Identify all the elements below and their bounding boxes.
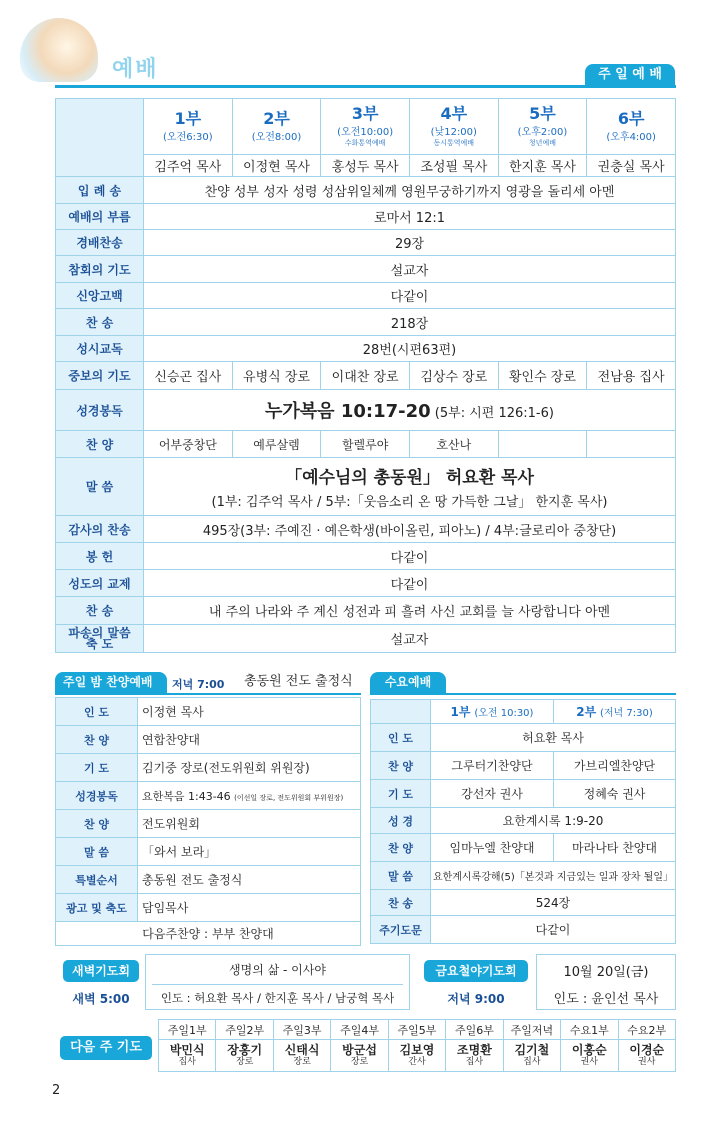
row-value: 218장	[144, 309, 676, 336]
next-svc: 수요1부	[561, 1020, 618, 1040]
next-person: 조명환 집사	[446, 1040, 503, 1072]
row-value: 29장	[144, 230, 676, 256]
row-value: 찬양 성부 성자 성령 성삼위일체께 영원무궁하기까지 영광을 돌리세 아멘	[144, 177, 676, 204]
next-svc: 수요2부	[618, 1020, 676, 1040]
friday-prayer-leader: 인도 : 윤인선 목사	[553, 992, 659, 1007]
choir-name: 예루살렘	[232, 431, 321, 458]
row-label: 성시교독	[56, 336, 144, 362]
corner-cell	[56, 99, 144, 177]
row-label: 봉 헌	[56, 543, 144, 570]
choir-name: 어부중창단	[144, 431, 233, 458]
header-divider	[55, 85, 676, 88]
row-value: 마라나타 찬양대	[554, 834, 676, 862]
row-label: 찬 양	[56, 726, 138, 754]
row-value: 총동원 전도 출정식	[138, 866, 361, 894]
next-person: 신태식 장로	[273, 1040, 330, 1072]
row-label: 특별순서	[56, 866, 138, 894]
row-value: 임마누엘 찬양대	[431, 834, 554, 862]
row-label: 성 경	[371, 808, 431, 834]
row-label: 중보의 기도	[56, 362, 144, 390]
section-title: 예배	[112, 57, 159, 82]
row-label: 성도의 교제	[56, 570, 144, 597]
service-header-5: 5부 (오후2:00) 청년예배	[498, 99, 587, 155]
row-value: 「와서 보라」	[138, 838, 361, 866]
row-value: 28번(시편63편)	[144, 336, 676, 362]
sermon-cell	[144, 458, 676, 516]
row-label: 찬 양	[56, 810, 138, 838]
row-value: 설교자	[144, 256, 676, 283]
choir-name: 할렐루야	[321, 431, 410, 458]
row-label: 감사의 찬송	[56, 516, 144, 543]
row-label: 말 씀	[56, 458, 144, 516]
praying-hands-image	[20, 18, 98, 82]
wednesday-service-tab: 수요예배	[370, 672, 446, 693]
wednesday-table	[370, 699, 676, 944]
row-value: 다같이	[431, 916, 676, 944]
evening-divider	[55, 693, 361, 695]
friday-prayer-date: 10월 20일(금)	[563, 965, 649, 980]
row-label: 파송의 말씀 축 도	[56, 625, 144, 653]
intercessor: 전남용 집사	[587, 362, 676, 390]
choir-name	[498, 431, 587, 458]
pastor-5: 한지훈 목사	[498, 155, 587, 177]
row-label: 말 씀	[56, 838, 138, 866]
reading-cell	[144, 390, 676, 431]
friday-prayer-tab: 금요철야기도회	[424, 960, 528, 982]
row-label: 찬 양	[371, 834, 431, 862]
row-label: 기 도	[56, 754, 138, 782]
pastor-1: 김주억 목사	[144, 155, 233, 177]
service-header-6: 6부 (오후4:00)	[587, 99, 676, 155]
sunday-service-tag: 주 일 예 배	[585, 64, 675, 86]
row-value: 허요환 목사	[431, 724, 676, 752]
wed-header-1: 1부 (오전 10:30)	[431, 700, 554, 724]
next-person: 장홍기 장로	[216, 1040, 273, 1072]
sunday-service-table	[55, 98, 676, 653]
row-label: 경배찬송	[56, 230, 144, 256]
next-person: 김기철 집사	[503, 1040, 560, 1072]
row-label: 주기도문	[371, 916, 431, 944]
next-svc: 주일4부	[331, 1020, 388, 1040]
corner-cell	[371, 700, 431, 724]
row-label: 찬 양	[56, 431, 144, 458]
row-label: 인 도	[371, 724, 431, 752]
row-label: 찬 송	[56, 597, 144, 625]
row-label: 기 도	[371, 780, 431, 808]
row-value: 강선자 권사	[431, 780, 554, 808]
page-number: 2	[52, 1083, 61, 1098]
row-value: 495장(3부: 주예진 · 예은학생(바이올린, 피아노) / 4부:글로리아 중창단)	[144, 516, 676, 543]
next-svc: 주일2부	[216, 1020, 273, 1040]
row-value: 요한계시록 1:9-20	[431, 808, 676, 834]
intercessor: 김상수 장로	[409, 362, 498, 390]
row-value: 연합찬양대	[138, 726, 361, 754]
next-person: 이경순 권사	[618, 1040, 676, 1072]
next-person: 이홍순 권사	[561, 1040, 618, 1072]
dawn-prayer-box	[145, 954, 410, 1010]
row-label: 성경봉독	[56, 390, 144, 431]
next-svc: 주일1부	[159, 1020, 216, 1040]
row-label: 참회의 기도	[56, 256, 144, 283]
row-label: 찬 송	[56, 309, 144, 336]
friday-prayer-box	[536, 954, 676, 1010]
next-choir: 다음주찬양 : 부부 찬양대	[56, 922, 361, 946]
row-label: 인 도	[56, 698, 138, 726]
next-person: 김보영 간사	[388, 1040, 445, 1072]
row-label: 예배의 부름	[56, 204, 144, 230]
row-label: 입 례 송	[56, 177, 144, 204]
friday-prayer-time: 저녁 9:00	[447, 992, 505, 1006]
row-value: 설교자	[144, 625, 676, 653]
dawn-prayer-time: 새벽 5:00	[72, 992, 130, 1006]
next-person: 박민식 집사	[159, 1040, 216, 1072]
row-label: 찬 양	[371, 752, 431, 780]
row-value: 담임목사	[138, 894, 361, 922]
next-week-prayer-tab: 다음 주 기도	[60, 1036, 152, 1060]
evening-note: 총동원 전도 출정식	[244, 674, 353, 689]
row-label: 광고 및 축도	[56, 894, 138, 922]
sermon-note: (1부: 김주억 목사 / 5부:「웃음소리 온 땅 가득한 그날」 한지훈 목사)	[211, 495, 608, 510]
wednesday-divider	[370, 693, 676, 695]
service-header-3: 3부 (오전10:00) 수화통역예배	[321, 99, 410, 155]
next-svc: 주일6부	[446, 1020, 503, 1040]
row-label: 찬 송	[371, 890, 431, 916]
evening-time: 저녁 7:00	[172, 678, 225, 691]
pastor-4: 조성필 목사	[409, 155, 498, 177]
evening-service-tab: 주일 밤 찬양예배	[55, 672, 167, 693]
pastor-3: 홍성두 목사	[321, 155, 410, 177]
row-value: 요한계시록강해(5)「본것과 지금있는 일과 장차 될일」	[431, 862, 676, 890]
evening-table	[55, 697, 361, 946]
service-header-4: 4부 (낮12:00) 동시통역예배	[409, 99, 498, 155]
dawn-prayer-leaders: 인도 : 허요환 목사 / 한지훈 목사 / 남궁혁 목사	[152, 984, 403, 1006]
choir-name	[587, 431, 676, 458]
intercessor: 황인수 장로	[498, 362, 587, 390]
row-value: 로마서 12:1	[144, 204, 676, 230]
wed-header-2: 2부 (저녁 7:30)	[554, 700, 676, 724]
row-value: 가브리엘찬양단	[554, 752, 676, 780]
row-value: 정혜숙 권사	[554, 780, 676, 808]
next-svc: 주일저녁	[503, 1020, 560, 1040]
row-value: 전도위원회	[138, 810, 361, 838]
row-value: 이정현 목사	[138, 698, 361, 726]
intercessor: 신승곤 집사	[144, 362, 233, 390]
intercessor: 이대찬 장로	[321, 362, 410, 390]
row-value: 요한복음 1:43-46 (이선일 장로, 전도위원회 부위원장)	[138, 782, 361, 810]
dawn-prayer-tab: 새벽기도회	[63, 960, 139, 982]
choir-name: 호산나	[409, 431, 498, 458]
reading-note: (5부: 시편 126:1-6)	[434, 406, 554, 421]
row-value: 다같이	[144, 283, 676, 309]
row-value: 내 주의 나라와 주 계신 성전과 피 흘려 사신 교회를 늘 사랑합니다 아멘	[144, 597, 676, 625]
row-label: 신앙고백	[56, 283, 144, 309]
row-value: 그루터기찬양단	[431, 752, 554, 780]
next-svc: 주일3부	[273, 1020, 330, 1040]
next-person: 방군섭 장로	[331, 1040, 388, 1072]
next-week-table	[158, 1019, 676, 1072]
intercessor: 유병식 장로	[232, 362, 321, 390]
row-value: 김기중 장로(전도위원회 위원장)	[138, 754, 361, 782]
sermon-title: 「예수님의 총동원」 허요환 목사	[285, 468, 534, 488]
reading-main: 누가복음 10:17-20	[265, 401, 431, 422]
pastor-6: 권충실 목사	[587, 155, 676, 177]
service-header-2: 2부 (오전8:00)	[232, 99, 321, 155]
row-label: 성경봉독	[56, 782, 138, 810]
next-svc: 주일5부	[388, 1020, 445, 1040]
dawn-prayer-topic: 생명의 삶 - 이사야	[229, 963, 326, 977]
pastor-2: 이정현 목사	[232, 155, 321, 177]
row-value: 다같이	[144, 543, 676, 570]
row-value: 다같이	[144, 570, 676, 597]
row-label: 말 씀	[371, 862, 431, 890]
row-value: 524장	[431, 890, 676, 916]
service-header-1: 1부 (오전6:30)	[144, 99, 233, 155]
